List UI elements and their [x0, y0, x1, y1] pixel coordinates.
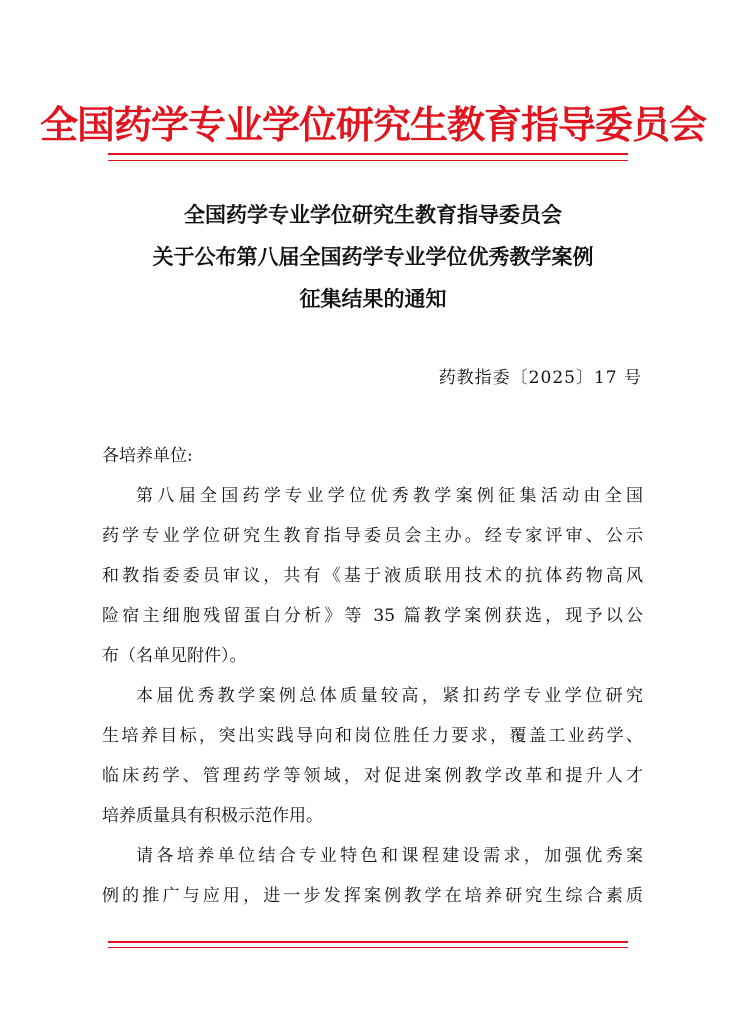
document-title-line: 全国药学专业学位研究生教育指导委员会 — [184, 202, 562, 227]
footer-rule-top — [108, 941, 628, 943]
salutation: 各培养单位: — [102, 446, 193, 466]
paragraph-line: 布（名单见附件）。 — [102, 646, 247, 666]
paragraph-line: 生培养目标，突出实践导向和岗位胜任力要求，覆盖工业药学、 — [102, 726, 643, 746]
paragraph-line: 临床药学、管理药学等领域，对促进案例教学改革和提升人才 — [102, 766, 643, 786]
footer-rule-bottom — [108, 947, 628, 948]
paragraph-line: 请各培养单位结合专业特色和课程建设需求，加强优秀案 — [136, 846, 643, 866]
letterhead-rule-top — [108, 153, 628, 155]
paragraph-line: 培养质量具有积极示范作用。 — [102, 806, 323, 826]
document-title-line: 征集结果的通知 — [299, 286, 447, 311]
paragraph-line: 本届优秀教学案例总体质量较高，紧扣药学专业学位研究 — [136, 686, 643, 706]
letterhead-rule-bottom — [108, 160, 628, 161]
paragraph-line: 和教指委委员审议，共有《基于液质联用技术的抗体药物高风 — [102, 566, 643, 586]
paragraph-line: 第八届全国药学专业学位优秀教学案例征集活动由全国 — [136, 486, 643, 506]
paragraph-line: 药学专业学位研究生教育指导委员会主办。经专家评审、公示 — [102, 526, 643, 546]
letterhead-title: 全国药学专业学位研究生教育指导委员会 — [39, 102, 706, 147]
document-number: 药教指委〔2025〕17 号 — [438, 368, 642, 388]
document-title-line: 关于公布第八届全国药学专业学位优秀教学案例 — [152, 244, 594, 269]
paragraph-line: 例的推广与应用，进一步发挥案例教学在培养研究生综合素质 — [102, 886, 643, 906]
paragraph-line: 险宿主细胞残留蛋白分析》等 35 篇教学案例获选，现予以公 — [102, 606, 643, 626]
